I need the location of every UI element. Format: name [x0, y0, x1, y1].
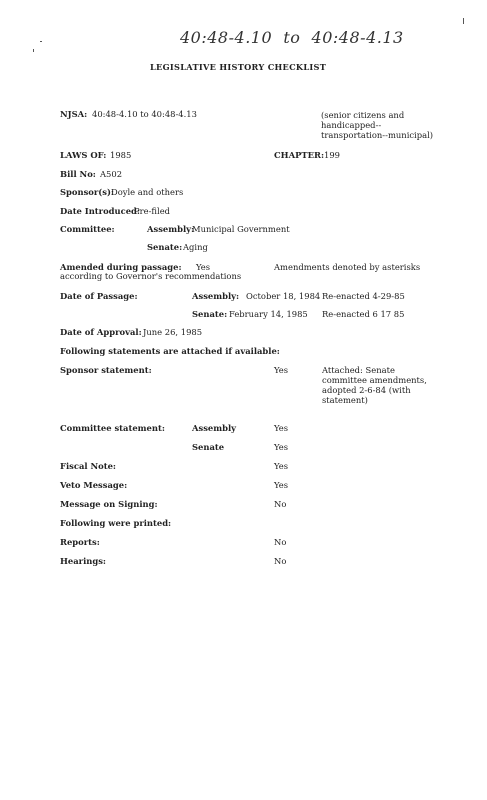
njsa-note-line: handicapped-- [321, 120, 382, 130]
bill-no-value: A502 [100, 169, 123, 179]
sponsor-statement-note-line: Attached: Senate [322, 365, 395, 375]
sponsor-statement-value: Yes [274, 365, 289, 375]
message-on-signing-value: No [274, 499, 287, 509]
committee-label: Committee: [60, 224, 115, 234]
amended-label: Amended during passage: [60, 262, 182, 272]
sponsor-statement-label: Sponsor statement: [60, 365, 152, 375]
statements-header: Following statements are attached if available: [60, 346, 280, 356]
scan-mark [33, 49, 34, 52]
handwritten-citation: 40:48-4.10 to 40:48-4.13 [180, 28, 404, 47]
committee-senate-value: Aging [183, 242, 208, 252]
passage-senate-value: February 14, 1985 [229, 309, 308, 319]
committee-statement-assembly-value: Yes [274, 423, 289, 433]
sponsor-statement-note-line: statement) [322, 395, 368, 405]
committee-assembly-value: Municipal Government [192, 224, 290, 234]
committee-statement-senate-value: Yes [274, 442, 289, 452]
committee-senate-label: Senate: [147, 242, 183, 252]
njsa-label: NJSA: [60, 109, 88, 119]
date-introduced-value: Pre-filed [134, 206, 171, 216]
passage-senate-label: Senate: [192, 309, 228, 319]
printed-header: Following were printed: [60, 518, 172, 528]
passage-assembly-label: Assembly: [192, 291, 240, 301]
hearings-label: Hearings: [60, 556, 107, 566]
scan-mark [40, 41, 42, 42]
bill-no-label: Bill No: [60, 169, 96, 179]
message-on-signing-label: Message on Signing: [60, 499, 158, 509]
sponsor-statement-note-line: committee amendments, [322, 375, 427, 385]
passage-assembly-value: October 18, 1984 [246, 291, 321, 301]
njsa-note-line: (senior citizens and [321, 110, 405, 120]
page-title: LEGISLATIVE HISTORY CHECKLIST [150, 62, 327, 72]
date-of-passage-label: Date of Passage: [60, 291, 138, 301]
sponsors-value: Doyle and others [111, 187, 184, 197]
chapter-label: CHAPTER: [274, 150, 325, 160]
njsa-value: 40:48-4.10 to 40:48-4.13 [92, 109, 197, 119]
sponsor-statement-note-line: adopted 2-6-84 (with [322, 385, 411, 395]
committee-assembly-label: Assembly: [147, 224, 195, 234]
reports-label: Reports: [60, 537, 100, 547]
committee-statement-label: Committee statement: [60, 423, 165, 433]
date-introduced-label: Date Introduced: [60, 206, 140, 216]
fiscal-note-value: Yes [274, 461, 289, 471]
passage-senate-reenacted: Re-enacted 6 17 85 [322, 309, 405, 319]
date-of-approval-value: June 26, 1985 [143, 327, 203, 337]
veto-message-label: Veto Message: [60, 480, 128, 490]
committee-statement-senate-label: Senate [192, 442, 225, 452]
laws-of-value: 1985 [110, 150, 132, 160]
date-of-approval-label: Date of Approval: [60, 327, 142, 337]
amended-note: Amendments denoted by asterisks [274, 262, 421, 272]
laws-of-label: LAWS OF: [60, 150, 107, 160]
reports-value: No [274, 537, 287, 547]
chapter-value: 199 [324, 150, 340, 160]
fiscal-note-label: Fiscal Note: [60, 461, 116, 471]
passage-assembly-reenacted: Re-enacted 4-29-85 [322, 291, 405, 301]
hearings-value: No [274, 556, 287, 566]
scan-mark [463, 18, 464, 24]
veto-message-value: Yes [274, 480, 289, 490]
committee-statement-assembly-label: Assembly [192, 423, 237, 433]
amended-value: Yes [196, 262, 211, 272]
sponsors-label: Sponsor(s): [60, 187, 115, 197]
njsa-note-line: transportation--municipal) [321, 130, 434, 140]
amended-continuation: according to Governor's recommendations [60, 271, 242, 281]
